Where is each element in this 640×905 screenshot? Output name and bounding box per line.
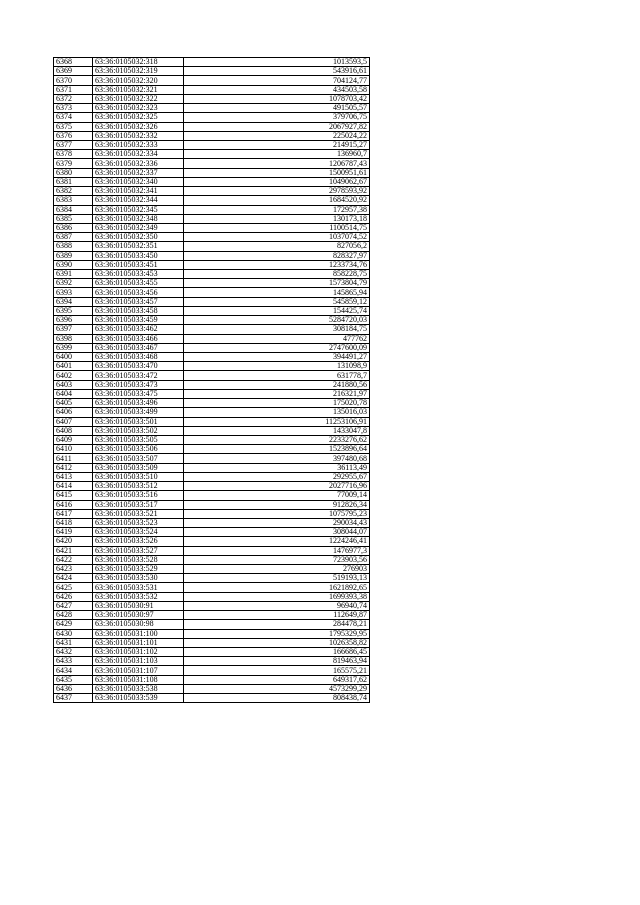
row-number-cell: 6402 xyxy=(54,371,93,380)
value-cell: 519193,13 xyxy=(184,574,370,583)
table-row xyxy=(54,500,370,509)
value-cell: 136960,7 xyxy=(184,150,370,159)
cadastral-number-cell: 63:36:0105033:526 xyxy=(93,537,184,546)
cadastral-number-cell: 63:36:0105032:320 xyxy=(93,76,184,85)
table-row xyxy=(54,325,370,334)
cadastral-number-cell: 63:36:0105033:451 xyxy=(93,260,184,269)
value-cell: 290034,43 xyxy=(184,518,370,527)
cadastral-number-cell: 63:36:0105033:468 xyxy=(93,353,184,362)
table-row xyxy=(54,426,370,435)
cadastral-number-cell: 63:36:0105033:467 xyxy=(93,343,184,352)
row-number-cell: 6422 xyxy=(54,555,93,564)
value-cell: 130173,18 xyxy=(184,214,370,223)
cadastral-number-cell: 63:36:0105032:337 xyxy=(93,168,184,177)
table-row xyxy=(54,316,370,325)
value-cell: 2233276,62 xyxy=(184,435,370,444)
data-sheet xyxy=(53,57,370,703)
value-cell: 1013593,5 xyxy=(184,58,370,67)
table-row xyxy=(54,482,370,491)
cadastral-number-cell: 63:36:0105033:517 xyxy=(93,500,184,509)
row-number-cell: 6381 xyxy=(54,177,93,186)
table-row xyxy=(54,131,370,140)
cadastral-number-cell: 63:36:0105032:318 xyxy=(93,58,184,67)
table-row xyxy=(54,343,370,352)
cadastral-number-cell: 63:36:0105032:323 xyxy=(93,104,184,113)
value-cell: 77009,14 xyxy=(184,491,370,500)
table-row xyxy=(54,611,370,620)
cadastral-number-cell: 63:36:0105033:527 xyxy=(93,546,184,555)
table-row xyxy=(54,380,370,389)
value-cell: 216321,97 xyxy=(184,389,370,398)
value-cell: 1233734,76 xyxy=(184,260,370,269)
table-row xyxy=(54,214,370,223)
cadastral-number-cell: 63:36:0105030:97 xyxy=(93,611,184,620)
value-cell: 36113,49 xyxy=(184,463,370,472)
cadastral-number-cell: 63:36:0105033:473 xyxy=(93,380,184,389)
cadastral-number-cell: 63:36:0105032:325 xyxy=(93,113,184,122)
row-number-cell: 6409 xyxy=(54,435,93,444)
row-number-cell: 6420 xyxy=(54,537,93,546)
table-row xyxy=(54,362,370,371)
cadastral-number-cell: 63:36:0105033:501 xyxy=(93,417,184,426)
value-cell: 1621892,65 xyxy=(184,583,370,592)
row-number-cell: 6399 xyxy=(54,343,93,352)
cadastral-number-cell: 63:36:0105033:499 xyxy=(93,408,184,417)
table-row xyxy=(54,353,370,362)
cadastral-number-cell: 63:36:0105033:528 xyxy=(93,555,184,564)
value-cell: 2067927,82 xyxy=(184,122,370,131)
cadastral-number-cell: 63:36:0105033:523 xyxy=(93,518,184,527)
row-number-cell: 6430 xyxy=(54,629,93,638)
table-row xyxy=(54,657,370,666)
table-row xyxy=(54,288,370,297)
table-row xyxy=(54,371,370,380)
cadastral-number-cell: 63:36:0105033:453 xyxy=(93,270,184,279)
cadastral-number-cell: 63:36:0105031:103 xyxy=(93,657,184,666)
table-row xyxy=(54,592,370,601)
row-number-cell: 6374 xyxy=(54,113,93,122)
value-cell: 545859,12 xyxy=(184,297,370,306)
table-row xyxy=(54,205,370,214)
cadastral-number-cell: 63:36:0105033:457 xyxy=(93,297,184,306)
value-cell: 175020,78 xyxy=(184,399,370,408)
row-number-cell: 6379 xyxy=(54,159,93,168)
table-row xyxy=(54,251,370,260)
cadastral-number-cell: 63:36:0105032:332 xyxy=(93,131,184,140)
row-number-cell: 6395 xyxy=(54,306,93,315)
row-number-cell: 6403 xyxy=(54,380,93,389)
table-row xyxy=(54,408,370,417)
table-row xyxy=(54,67,370,76)
cadastral-number-cell: 63:36:0105032:334 xyxy=(93,150,184,159)
cadastral-number-cell: 63:36:0105033:506 xyxy=(93,445,184,454)
value-cell: 1500951,61 xyxy=(184,168,370,177)
cadastral-number-cell: 63:36:0105033:466 xyxy=(93,334,184,343)
cadastral-number-cell: 63:36:0105033:459 xyxy=(93,316,184,325)
row-number-cell: 6410 xyxy=(54,445,93,454)
cadastral-number-cell: 63:36:0105033:530 xyxy=(93,574,184,583)
row-number-cell: 6419 xyxy=(54,528,93,537)
row-number-cell: 6376 xyxy=(54,131,93,140)
row-number-cell: 6397 xyxy=(54,325,93,334)
row-number-cell: 6373 xyxy=(54,104,93,113)
parcel-table-body xyxy=(54,58,370,703)
value-cell: 704124,77 xyxy=(184,76,370,85)
value-cell: 276903 xyxy=(184,565,370,574)
cadastral-number-cell: 63:36:0105032:333 xyxy=(93,140,184,149)
row-number-cell: 6433 xyxy=(54,657,93,666)
table-row xyxy=(54,694,370,703)
row-number-cell: 6432 xyxy=(54,648,93,657)
row-number-cell: 6406 xyxy=(54,408,93,417)
table-row xyxy=(54,417,370,426)
cadastral-number-cell: 63:36:0105033:529 xyxy=(93,565,184,574)
table-row xyxy=(54,638,370,647)
row-number-cell: 6404 xyxy=(54,389,93,398)
table-row xyxy=(54,297,370,306)
table-row xyxy=(54,279,370,288)
table-row xyxy=(54,104,370,113)
table-row xyxy=(54,85,370,94)
value-cell: 292955,67 xyxy=(184,472,370,481)
row-number-cell: 6396 xyxy=(54,316,93,325)
table-row xyxy=(54,555,370,564)
table-row xyxy=(54,334,370,343)
value-cell: 808438,74 xyxy=(184,694,370,703)
value-cell: 1100514,75 xyxy=(184,223,370,232)
row-number-cell: 6421 xyxy=(54,546,93,555)
value-cell: 1684520,92 xyxy=(184,196,370,205)
value-cell: 827056,2 xyxy=(184,242,370,251)
table-row xyxy=(54,94,370,103)
cadastral-number-cell: 63:36:0105032:350 xyxy=(93,233,184,242)
value-cell: 477762 xyxy=(184,334,370,343)
row-number-cell: 6378 xyxy=(54,150,93,159)
value-cell: 225024,22 xyxy=(184,131,370,140)
cadastral-number-cell: 63:36:0105031:108 xyxy=(93,675,184,684)
value-cell: 434503,58 xyxy=(184,85,370,94)
row-number-cell: 6415 xyxy=(54,491,93,500)
row-number-cell: 6382 xyxy=(54,187,93,196)
value-cell: 1037074,52 xyxy=(184,233,370,242)
row-number-cell: 6387 xyxy=(54,233,93,242)
value-cell: 96940,74 xyxy=(184,601,370,610)
row-number-cell: 6434 xyxy=(54,666,93,675)
value-cell: 819463,94 xyxy=(184,657,370,666)
cadastral-number-cell: 63:36:0105031:101 xyxy=(93,638,184,647)
row-number-cell: 6401 xyxy=(54,362,93,371)
cadastral-number-cell: 63:36:0105033:524 xyxy=(93,528,184,537)
table-row xyxy=(54,150,370,159)
value-cell: 172957,38 xyxy=(184,205,370,214)
cadastral-number-cell: 63:36:0105033:470 xyxy=(93,362,184,371)
table-row xyxy=(54,306,370,315)
table-row xyxy=(54,528,370,537)
cadastral-number-cell: 63:36:0105033:532 xyxy=(93,592,184,601)
cadastral-number-cell: 63:36:0105033:455 xyxy=(93,279,184,288)
cadastral-number-cell: 63:36:0105032:345 xyxy=(93,205,184,214)
value-cell: 2027716,96 xyxy=(184,482,370,491)
table-row xyxy=(54,491,370,500)
value-cell: 1224246,41 xyxy=(184,537,370,546)
cadastral-number-cell: 63:36:0105033:512 xyxy=(93,482,184,491)
cadastral-number-cell: 63:36:0105032:319 xyxy=(93,67,184,76)
table-row xyxy=(54,648,370,657)
row-number-cell: 6372 xyxy=(54,94,93,103)
row-number-cell: 6368 xyxy=(54,58,93,67)
value-cell: 1206787,43 xyxy=(184,159,370,168)
value-cell: 1699393,38 xyxy=(184,592,370,601)
row-number-cell: 6394 xyxy=(54,297,93,306)
value-cell: 1433047,8 xyxy=(184,426,370,435)
row-number-cell: 6375 xyxy=(54,122,93,131)
cadastral-number-cell: 63:36:0105033:458 xyxy=(93,306,184,315)
row-number-cell: 6388 xyxy=(54,242,93,251)
table-row xyxy=(54,177,370,186)
value-cell: 1026358,82 xyxy=(184,638,370,647)
value-cell: 112649,87 xyxy=(184,611,370,620)
table-row xyxy=(54,565,370,574)
row-number-cell: 6383 xyxy=(54,196,93,205)
cadastral-number-cell: 63:36:0105033:539 xyxy=(93,694,184,703)
value-cell: 2747600,09 xyxy=(184,343,370,352)
table-row xyxy=(54,509,370,518)
row-number-cell: 6431 xyxy=(54,638,93,647)
value-cell: 1573804,79 xyxy=(184,279,370,288)
row-number-cell: 6424 xyxy=(54,574,93,583)
value-cell: 649317,62 xyxy=(184,675,370,684)
table-row xyxy=(54,122,370,131)
value-cell: 284478,21 xyxy=(184,620,370,629)
cadastral-number-cell: 63:36:0105032:341 xyxy=(93,187,184,196)
row-number-cell: 6416 xyxy=(54,500,93,509)
row-number-cell: 6371 xyxy=(54,85,93,94)
cadastral-number-cell: 63:36:0105033:505 xyxy=(93,435,184,444)
cadastral-number-cell: 63:36:0105031:107 xyxy=(93,666,184,675)
row-number-cell: 6385 xyxy=(54,214,93,223)
cadastral-number-cell: 63:36:0105032:321 xyxy=(93,85,184,94)
cadastral-number-cell: 63:36:0105033:472 xyxy=(93,371,184,380)
cadastral-number-cell: 63:36:0105033:538 xyxy=(93,684,184,693)
value-cell: 308184,75 xyxy=(184,325,370,334)
table-row xyxy=(54,113,370,122)
cadastral-number-cell: 63:36:0105033:516 xyxy=(93,491,184,500)
parcel-table xyxy=(53,57,370,703)
cadastral-number-cell: 63:36:0105032:344 xyxy=(93,196,184,205)
value-cell: 131098,9 xyxy=(184,362,370,371)
row-number-cell: 6405 xyxy=(54,399,93,408)
cadastral-number-cell: 63:36:0105032:322 xyxy=(93,94,184,103)
table-row xyxy=(54,233,370,242)
value-cell: 214915,27 xyxy=(184,140,370,149)
table-row xyxy=(54,399,370,408)
row-number-cell: 6400 xyxy=(54,353,93,362)
row-number-cell: 6425 xyxy=(54,583,93,592)
value-cell: 135016,03 xyxy=(184,408,370,417)
value-cell: 5284720,03 xyxy=(184,316,370,325)
table-row xyxy=(54,389,370,398)
table-row xyxy=(54,684,370,693)
row-number-cell: 6386 xyxy=(54,223,93,232)
value-cell: 241880,56 xyxy=(184,380,370,389)
value-cell: 543916,61 xyxy=(184,67,370,76)
row-number-cell: 6435 xyxy=(54,675,93,684)
table-row xyxy=(54,472,370,481)
cadastral-number-cell: 63:36:0105033:496 xyxy=(93,399,184,408)
value-cell: 828327,97 xyxy=(184,251,370,260)
row-number-cell: 6408 xyxy=(54,426,93,435)
row-number-cell: 6389 xyxy=(54,251,93,260)
value-cell: 154425,74 xyxy=(184,306,370,315)
table-row xyxy=(54,518,370,527)
row-number-cell: 6427 xyxy=(54,601,93,610)
row-number-cell: 6413 xyxy=(54,472,93,481)
cadastral-number-cell: 63:36:0105033:462 xyxy=(93,325,184,334)
row-number-cell: 6437 xyxy=(54,694,93,703)
table-row xyxy=(54,435,370,444)
table-row xyxy=(54,445,370,454)
row-number-cell: 6398 xyxy=(54,334,93,343)
row-number-cell: 6412 xyxy=(54,463,93,472)
row-number-cell: 6393 xyxy=(54,288,93,297)
value-cell: 1075795,23 xyxy=(184,509,370,518)
value-cell: 166686,45 xyxy=(184,648,370,657)
value-cell: 858228,75 xyxy=(184,270,370,279)
table-row xyxy=(54,223,370,232)
value-cell: 4573299,29 xyxy=(184,684,370,693)
value-cell: 491505,57 xyxy=(184,104,370,113)
value-cell: 1476977,3 xyxy=(184,546,370,555)
table-row xyxy=(54,583,370,592)
table-row xyxy=(54,270,370,279)
row-number-cell: 6411 xyxy=(54,454,93,463)
value-cell: 631778,7 xyxy=(184,371,370,380)
value-cell: 1078703,42 xyxy=(184,94,370,103)
value-cell: 1049062,67 xyxy=(184,177,370,186)
cadastral-number-cell: 63:36:0105033:475 xyxy=(93,389,184,398)
row-number-cell: 6429 xyxy=(54,620,93,629)
cadastral-number-cell: 63:36:0105030:91 xyxy=(93,601,184,610)
table-row xyxy=(54,168,370,177)
cadastral-number-cell: 63:36:0105033:502 xyxy=(93,426,184,435)
cadastral-number-cell: 63:36:0105032:348 xyxy=(93,214,184,223)
value-cell: 165575,21 xyxy=(184,666,370,675)
value-cell: 145865,94 xyxy=(184,288,370,297)
cadastral-number-cell: 63:36:0105032:326 xyxy=(93,122,184,131)
value-cell: 912826,34 xyxy=(184,500,370,509)
row-number-cell: 6392 xyxy=(54,279,93,288)
table-row xyxy=(54,454,370,463)
row-number-cell: 6384 xyxy=(54,205,93,214)
value-cell: 397480,68 xyxy=(184,454,370,463)
row-number-cell: 6414 xyxy=(54,482,93,491)
row-number-cell: 6436 xyxy=(54,684,93,693)
table-row xyxy=(54,159,370,168)
cadastral-number-cell: 63:36:0105032:336 xyxy=(93,159,184,168)
table-row xyxy=(54,620,370,629)
row-number-cell: 6418 xyxy=(54,518,93,527)
table-row xyxy=(54,574,370,583)
table-row xyxy=(54,675,370,684)
table-row xyxy=(54,187,370,196)
cadastral-number-cell: 63:36:0105033:450 xyxy=(93,251,184,260)
value-cell: 2978593,92 xyxy=(184,187,370,196)
cadastral-number-cell: 63:36:0105031:102 xyxy=(93,648,184,657)
value-cell: 308044,07 xyxy=(184,528,370,537)
table-row xyxy=(54,666,370,675)
row-number-cell: 6391 xyxy=(54,270,93,279)
value-cell: 11253106,91 xyxy=(184,417,370,426)
row-number-cell: 6390 xyxy=(54,260,93,269)
table-row xyxy=(54,601,370,610)
cadastral-number-cell: 63:36:0105033:507 xyxy=(93,454,184,463)
row-number-cell: 6377 xyxy=(54,140,93,149)
row-number-cell: 6370 xyxy=(54,76,93,85)
value-cell: 1523896,64 xyxy=(184,445,370,454)
cadastral-number-cell: 63:36:0105032:349 xyxy=(93,223,184,232)
row-number-cell: 6369 xyxy=(54,67,93,76)
cadastral-number-cell: 63:36:0105032:340 xyxy=(93,177,184,186)
row-number-cell: 6423 xyxy=(54,565,93,574)
table-row xyxy=(54,196,370,205)
table-row xyxy=(54,537,370,546)
cadastral-number-cell: 63:36:0105031:100 xyxy=(93,629,184,638)
cadastral-number-cell: 63:36:0105033:521 xyxy=(93,509,184,518)
table-row xyxy=(54,463,370,472)
row-number-cell: 6426 xyxy=(54,592,93,601)
value-cell: 379706,75 xyxy=(184,113,370,122)
cadastral-number-cell: 63:36:0105033:531 xyxy=(93,583,184,592)
row-number-cell: 6428 xyxy=(54,611,93,620)
cadastral-number-cell: 63:36:0105033:456 xyxy=(93,288,184,297)
cadastral-number-cell: 63:36:0105033:509 xyxy=(93,463,184,472)
row-number-cell: 6380 xyxy=(54,168,93,177)
row-number-cell: 6417 xyxy=(54,509,93,518)
value-cell: 723903,56 xyxy=(184,555,370,564)
table-row xyxy=(54,58,370,67)
value-cell: 394491,27 xyxy=(184,353,370,362)
cadastral-number-cell: 63:36:0105032:351 xyxy=(93,242,184,251)
table-row xyxy=(54,629,370,638)
table-row xyxy=(54,546,370,555)
value-cell: 1795329,95 xyxy=(184,629,370,638)
cadastral-number-cell: 63:36:0105033:510 xyxy=(93,472,184,481)
table-row xyxy=(54,242,370,251)
table-row xyxy=(54,76,370,85)
row-number-cell: 6407 xyxy=(54,417,93,426)
table-row xyxy=(54,140,370,149)
cadastral-number-cell: 63:36:0105030:98 xyxy=(93,620,184,629)
table-row xyxy=(54,260,370,269)
